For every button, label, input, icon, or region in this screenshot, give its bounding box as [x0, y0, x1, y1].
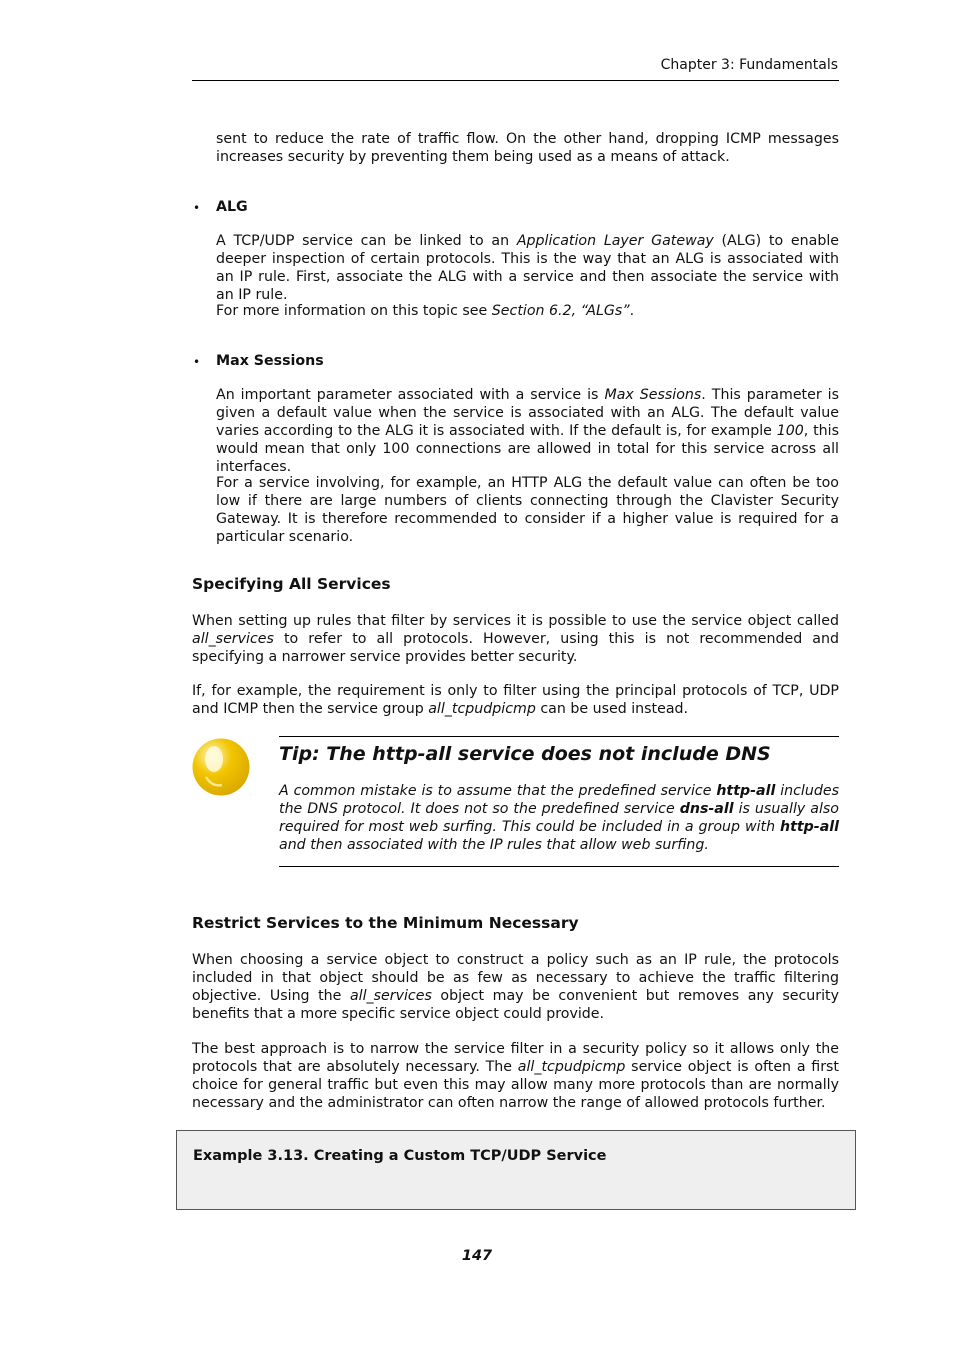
specifying-paragraph: When setting up rules that filter by services it is possible to use the service object called all_services to refer to all protocols. However, using this is not recommended and specifying a narrower service provides better security.: [192, 613, 839, 665]
section-heading: Specifying All Services: [192, 575, 391, 593]
section-heading: Restrict Services to the Minimum Necessary: [192, 914, 579, 932]
tip-top-rule: [279, 736, 839, 737]
tip-bottom-rule: [279, 866, 839, 867]
restrict-paragraph: When choosing a service object to construct a policy such as an IP rule, the protocols included in that object should be as few as necessary to achieve the traffic filtering objective. Using the all_services object may be convenient but removes any security benefits that a more specific service object could provide.: [192, 952, 839, 1022]
intro-paragraph: sent to reduce the rate of traffic flow. On the other hand, dropping ICMP messages increases security by preventing them being used as a means of attack.: [216, 131, 839, 165]
example-title: Example 3.13. Creating a Custom TCP/UDP Service: [193, 1148, 607, 1164]
alg-reference-paragraph: For more information on this topic see Section 6.2, “ALGs”.: [216, 303, 635, 319]
running-header: Chapter 3: Fundamentals: [660, 57, 838, 73]
header-divider: [192, 80, 839, 81]
alg-paragraph: A TCP/UDP service can be linked to an Application Layer Gateway (ALG) to enable deeper inspection of certain protocols. This is the way that an ALG is associated with an IP rule. First, associate the ALG with a service and then associate the service with an IP rule.: [216, 233, 839, 303]
section-link[interactable]: Section 6.2, “ALGs”: [491, 303, 630, 319]
bullet-marker: •: [193, 201, 201, 215]
restrict-paragraph-2: The best approach is to narrow the service filter in a security policy so it allows only the protocols that are absolutely necessary. The all_tcpudpicmp service object is often a first choice for general traffic but even this may allow many more protocols than are normally necessary and the administrator can often narrow the range of allowed protocols further.: [192, 1041, 839, 1111]
max-sessions-paragraph-2: For a service involving, for example, an HTTP ALG the default value can often be too low if there are large numbers of clients connecting through the Clavister Security Gateway. It is therefore recommended to consider if a higher value is required for a particular scenario.: [216, 475, 839, 545]
page-number: 147: [461, 1248, 493, 1264]
tip-title: Tip: The http-all service does not include DNS: [279, 743, 771, 765]
bullet-marker: •: [193, 355, 201, 369]
specifying-paragraph-2: If, for example, the requirement is only to filter using the principal protocols of TCP, UDP and ICMP then the service group all_tcpudpicmp can be used instead.: [192, 683, 839, 717]
max-sessions-title: Max Sessions: [216, 353, 324, 369]
example-box: [176, 1130, 856, 1210]
tip-body: A common mistake is to assume that the predefined service http-all includes the DNS protocol. It does not so the predefined service dns-all is usually also required for most web surfing. This could be included in a group with http-all and then associated with the IP rules that allow web surfing.: [279, 783, 839, 853]
lightbulb-icon: [192, 737, 250, 797]
alg-title: ALG: [216, 199, 248, 215]
max-sessions-paragraph: An important parameter associated with a service is Max Sessions. This parameter is given a default value when the service is associated with an ALG. The default value varies according to the ALG it is associated with. If the default is, for example 100, this would mean that only 100 connections are allowed in total for this service across all interfaces.: [216, 387, 839, 475]
